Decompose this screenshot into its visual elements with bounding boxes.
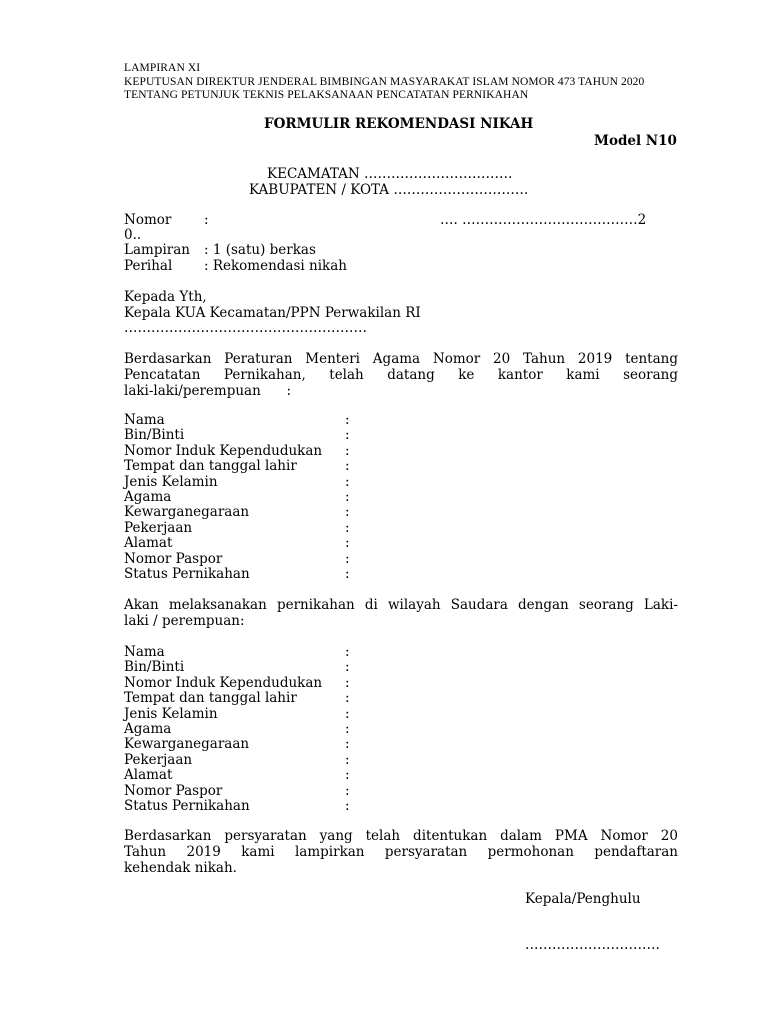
spouse-field-label: Jenis Kelamin	[124, 705, 218, 722]
spouse-field-row	[124, 675, 684, 691]
applicant-field-row	[124, 535, 684, 551]
lampiran-value: : 1 (satu) berkas	[204, 242, 316, 258]
spouse-field-row	[124, 767, 684, 783]
paragraph-closing-line1: Berdasarkan persyaratan yang telah ditentukan dalam PMA Nomor 20	[124, 828, 678, 844]
spouse-field-colon: :	[345, 690, 350, 707]
paragraph-spouse-line2: laki / perempuan:	[124, 613, 245, 629]
lampiran-label: Lampiran	[124, 242, 190, 258]
spouse-field-row	[124, 690, 684, 706]
paragraph-intro-line2: Pencatatan Pernikahan, telah datang ke kantor kami seorang	[124, 367, 678, 383]
recipient-blank: ………………………………………………	[124, 320, 367, 336]
header-lampiran: LAMPIRAN XI	[124, 62, 201, 74]
applicant-field-label: Kewarganegaraan	[124, 504, 250, 521]
spouse-field-colon: :	[345, 751, 350, 768]
spouse-field-colon: :	[345, 736, 350, 753]
spouse-field-label: Alamat	[124, 767, 173, 784]
recipient-name: Kepala KUA Kecamatan/PPN Perwakilan RI	[124, 305, 421, 321]
spouse-field-label: Tempat dan tanggal lahir	[124, 690, 297, 707]
spouse-field-colon: :	[345, 705, 350, 722]
spouse-field-colon: :	[345, 782, 350, 799]
nomor-value: …. …………………………………2	[440, 212, 647, 228]
applicant-field-label: Tempat dan tanggal lahir	[124, 458, 297, 475]
applicant-field-row	[124, 504, 684, 520]
spouse-field-row	[124, 752, 684, 768]
paragraph-closing-line2: Tahun 2019 kami lampirkan persyaratan permohonan pendaftaran	[124, 844, 678, 860]
spouse-field-colon: :	[345, 644, 350, 660]
spouse-field-row	[124, 644, 684, 660]
spouse-field-colon: :	[345, 721, 350, 737]
applicant-field-colon: :	[345, 519, 350, 536]
paragraph-spouse	[124, 597, 678, 629]
spouse-field-row	[124, 721, 684, 737]
kecamatan-line: KECAMATAN ……………………………	[267, 166, 513, 182]
applicant-field-label: Pekerjaan	[124, 519, 193, 536]
applicant-field-colon: :	[345, 458, 350, 475]
nomor-colon: :	[204, 212, 209, 228]
spouse-field-label: Bin/Binti	[124, 659, 185, 676]
spouse-field-colon: :	[345, 767, 350, 784]
applicant-field-label: Nama	[124, 412, 165, 428]
spouse-field-label: Pekerjaan	[124, 751, 193, 768]
form-title: FORMULIR REKOMENDASI NIKAH	[264, 116, 534, 132]
spouse-field-row	[124, 736, 684, 752]
applicant-field-label: Status Pernikahan	[124, 566, 250, 582]
applicant-field-colon: :	[345, 427, 350, 444]
applicant-field-colon: :	[345, 412, 350, 428]
recipient-greeting: Kepada Yth,	[124, 289, 207, 305]
nomor-row	[124, 212, 684, 228]
applicant-field-row	[124, 474, 684, 490]
nomor-label: Nomor	[124, 212, 172, 228]
header-keputusan: KEPUTUSAN DIREKTUR JENDERAL BIMBINGAN MASYARAKAT ISLAM NOMOR 473 TAHUN 2020	[124, 76, 645, 88]
paragraph-intro-line3: laki-laki/perempuan :	[124, 383, 292, 399]
paragraph-intro-line1: Berdasarkan Peraturan Menteri Agama Nomor 20 Tahun 2019 tentang	[124, 351, 678, 367]
applicant-field-colon: :	[345, 489, 350, 505]
lampiran-row	[124, 242, 684, 258]
spouse-field-label: Nama	[124, 644, 165, 660]
applicant-field-colon: :	[345, 550, 350, 567]
applicant-field-colon: :	[345, 473, 350, 490]
spouse-field-row	[124, 706, 684, 722]
perihal-value: : Rekomendasi nikah	[204, 258, 347, 274]
perihal-row	[124, 258, 684, 274]
spouse-field-label: Nomor Paspor	[124, 782, 223, 799]
paragraph-closing	[124, 828, 678, 876]
applicant-field-colon: :	[345, 566, 350, 582]
spouse-field-colon: :	[345, 798, 350, 814]
spouse-field-colon: :	[345, 659, 350, 676]
applicant-field-row	[124, 489, 684, 505]
model-label: Model N10	[594, 133, 677, 149]
spouse-field-label: Agama	[124, 721, 172, 737]
applicant-field-colon: :	[345, 535, 350, 552]
paragraph-intro	[124, 351, 678, 399]
kabupaten-line: KABUPATEN / KOTA …………………………	[249, 182, 529, 198]
applicant-field-colon: :	[345, 504, 350, 521]
applicant-field-row	[124, 412, 684, 428]
paragraph-spouse-line1: Akan melaksanakan pernikahan di wilayah Saudara dengan seorang Laki-	[124, 597, 678, 613]
spouse-field-row	[124, 659, 684, 675]
spouse-field-colon: :	[345, 674, 350, 691]
applicant-field-colon: :	[345, 442, 350, 459]
applicant-field-row	[124, 551, 684, 567]
perihal-label: Perihal	[124, 258, 173, 274]
signature-blank: …………………………	[525, 937, 660, 953]
applicant-field-row	[124, 566, 684, 582]
spouse-field-row	[124, 798, 684, 814]
applicant-field-row	[124, 427, 684, 443]
applicant-field-row	[124, 458, 684, 474]
applicant-field-label: Jenis Kelamin	[124, 473, 218, 490]
applicant-field-label: Alamat	[124, 535, 173, 552]
spouse-field-label: Status Pernikahan	[124, 798, 250, 814]
applicant-field-label: Agama	[124, 489, 172, 505]
spouse-field-label: Nomor Induk Kependudukan	[124, 674, 323, 691]
applicant-field-label: Nomor Induk Kependudukan	[124, 442, 323, 459]
paragraph-closing-line3: kehendak nikah.	[124, 860, 237, 876]
nomor-wrap: 0..	[124, 227, 142, 243]
signature-title: Kepala/Penghulu	[525, 891, 641, 907]
applicant-field-label: Nomor Paspor	[124, 550, 223, 567]
spouse-field-label: Kewarganegaraan	[124, 736, 250, 753]
applicant-field-label: Bin/Binti	[124, 427, 185, 444]
applicant-field-row	[124, 520, 684, 536]
spouse-field-row	[124, 783, 684, 799]
header-tentang: TENTANG PETUNJUK TEKNIS PELAKSANAAN PENCATATAN PERNIKAHAN	[124, 89, 529, 101]
applicant-field-row	[124, 443, 684, 459]
